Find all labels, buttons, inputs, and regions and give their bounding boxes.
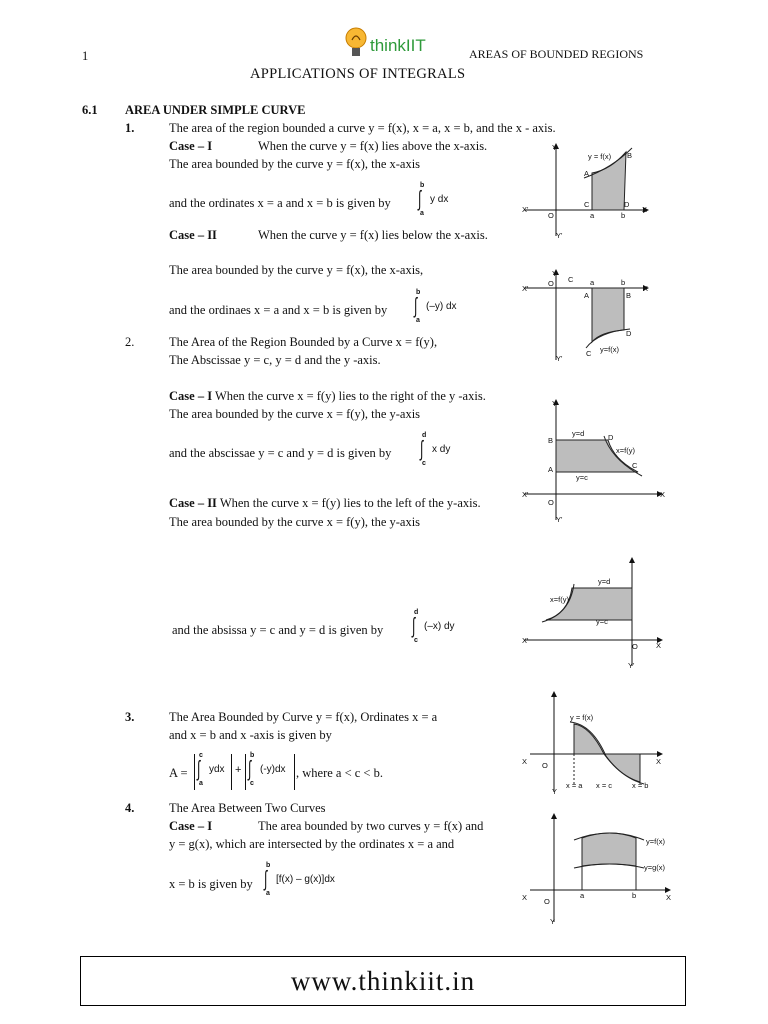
graph-case-1-right: [520, 396, 670, 524]
axis-label-y-prime: Y': [556, 354, 563, 363]
text-line: and the absissa y = c and y = d is given by: [172, 623, 384, 637]
axis-label-y: Y: [550, 917, 556, 926]
axis-label-x-prime: X': [522, 636, 529, 645]
axis-label-x: X: [642, 205, 648, 214]
tick-label: b: [632, 891, 637, 900]
axis-label-x-prime: X': [522, 205, 529, 214]
origin-label: O: [542, 761, 548, 770]
integral: ∫ b a y dx: [418, 182, 449, 217]
axis-label-x-prime: X': [522, 284, 529, 293]
axis-label-x: X: [656, 641, 662, 650]
text-line: The area bounded by the curve x = f(y), the y-axis: [169, 515, 421, 529]
point-label: C: [632, 461, 638, 470]
line-label: y=c: [576, 473, 588, 482]
section-heading: AREA UNDER SIMPLE CURVE: [125, 103, 306, 117]
text-line: The Area of the Region Bounded by a Curve x = f(y),: [169, 335, 438, 349]
case-text: The area bounded by two curves y = f(x) and: [258, 819, 484, 833]
text-line: x = b is given by: [169, 877, 253, 891]
curve-label: y = f(x): [588, 152, 612, 161]
tick-label: b: [621, 211, 626, 220]
tick-label: b: [621, 278, 626, 287]
graph-case-1-above: [520, 140, 655, 240]
case-text: When the curve y = f(x) lies below the x-axis.: [258, 228, 488, 242]
axis-label-y: Y: [552, 143, 558, 152]
item-number: 3.: [125, 710, 135, 724]
text-line: The Area Between Two Curves: [169, 801, 326, 815]
case-label: Case – II: [169, 228, 217, 242]
case-line: Case – I When the curve x = f(y) lies to the right of the y -axis.: [169, 389, 486, 403]
curve-label: y=g(x): [644, 863, 666, 872]
curve-label: x=f(y): [550, 595, 569, 604]
curve-label: x=f(y): [616, 446, 635, 455]
item-number: 2.: [125, 335, 135, 349]
tick-label: a: [590, 211, 595, 220]
curve-label: y = f(x): [570, 713, 594, 722]
graph-case-2-below: [520, 266, 655, 364]
tick-label: a: [580, 891, 585, 900]
case-line: Case – II When the curve x = f(y) lies to the left of the y-axis.: [169, 496, 481, 510]
line-label: y=d: [598, 577, 611, 586]
page-title: APPLICATIONS OF INTEGRALS: [250, 66, 466, 82]
graph-area-split: [520, 688, 670, 796]
point-label: C: [584, 200, 590, 209]
point-label: C: [586, 349, 592, 358]
axis-label-y: Y: [552, 787, 558, 796]
line-label: y=d: [572, 429, 585, 438]
curve-label: y=f(x): [646, 837, 665, 846]
point-label: C: [568, 275, 574, 284]
point-label: D: [608, 433, 614, 442]
axis-label-y: Y: [552, 269, 558, 278]
origin-label: O: [544, 897, 550, 906]
point-label: B: [548, 436, 554, 445]
integral: ∫ b c (-y)dx: [248, 752, 286, 787]
integral: ∫ c a ydx: [197, 752, 225, 787]
logo: [344, 26, 368, 65]
text-line: The area bounded by the curve x = f(y), the y-axis: [169, 407, 421, 421]
case-text: When the curve y = f(x) lies above the x-axis.: [258, 139, 488, 153]
text-line: The area bounded by the curve y = f(x), the x-axis: [169, 157, 421, 171]
text-line: and x = b and x -axis is given by: [169, 728, 332, 742]
origin-label: O: [632, 642, 638, 651]
logo-text: thinkIIT: [370, 36, 426, 55]
text-line: , where a < c < b.: [296, 766, 383, 780]
axis-label-x: X: [660, 490, 666, 499]
text-line: and the abscissae y = c and y = d is given by: [169, 446, 392, 460]
point-label: A: [584, 169, 590, 178]
graph-case-2-left: [520, 554, 670, 672]
point-label: B: [626, 291, 632, 300]
origin-label: O: [548, 279, 554, 288]
point-label: B: [627, 151, 633, 160]
text-line: and the ordinates x = a and x = b is given by: [169, 196, 391, 210]
point-label: D: [626, 329, 632, 338]
axis-label-x: X: [656, 757, 662, 766]
curve-label: y=f(x): [600, 345, 619, 354]
graph-between-curves: [520, 810, 680, 926]
tick-label: x = b: [632, 781, 649, 790]
axis-label-x: X: [522, 757, 528, 766]
point-label: D: [624, 200, 630, 209]
axis-label-x: X: [643, 284, 649, 293]
footer-box: [80, 956, 686, 1006]
point-label: A: [584, 291, 590, 300]
case-label: Case – I: [169, 139, 213, 153]
section-number: 6.1: [82, 103, 98, 117]
section-title: AREAS OF BOUNDED REGIONS: [469, 47, 644, 61]
formula-lhs: A =: [169, 766, 188, 780]
text-line: The Area Bounded by Curve y = f(x), Ordinates x = a: [169, 710, 438, 724]
point-label: A: [548, 465, 554, 474]
case-label: Case – I: [169, 819, 213, 833]
axis-label-x: X: [666, 893, 672, 902]
lightbulb-icon: [344, 26, 368, 60]
tick-label: a: [590, 278, 595, 287]
axis-label-y-prime: Y': [628, 661, 635, 670]
item-number: 1.: [125, 121, 135, 135]
integral: ∫ d c (–x) dy: [412, 609, 455, 644]
axis-label-y: Y: [552, 399, 558, 408]
item-text: The area of the region bounded a curve y = f(x), x = a, x = b, and the x - axis.: [169, 121, 556, 135]
origin-label: O: [548, 498, 554, 507]
tick-label: x = a: [566, 781, 583, 790]
axis-label-y-prime: Y': [556, 231, 563, 240]
text-line: y = g(x), which are intersected by the ordinates x = a and: [169, 837, 455, 851]
footer-url[interactable]: www.thinkiit.in: [290, 965, 476, 996]
text-line: The Abscissae y = c, y = d and the y -axis.: [169, 353, 381, 367]
plus-sign: +: [235, 764, 242, 776]
origin-label: O: [548, 211, 554, 220]
axis-label-x-prime: X': [522, 490, 529, 499]
integral: ∫ d c x dy: [420, 432, 451, 467]
integral: ∫ b a [f(x) – g(x)]dx: [264, 862, 335, 897]
page-number: 1: [82, 49, 89, 63]
text-line: The area bounded by the curve y = f(x), the x-axis,: [169, 263, 424, 277]
line-label: y=c: [596, 617, 608, 626]
text-line: and the ordinaes x = a and x = b is given by: [169, 303, 388, 317]
axis-label-y-prime: Y': [556, 515, 563, 524]
item-number: 4.: [125, 801, 135, 815]
integral: ∫ b a (–y) dx: [414, 289, 457, 324]
tick-label: x = c: [596, 781, 613, 790]
axis-label-x: X: [522, 893, 528, 902]
